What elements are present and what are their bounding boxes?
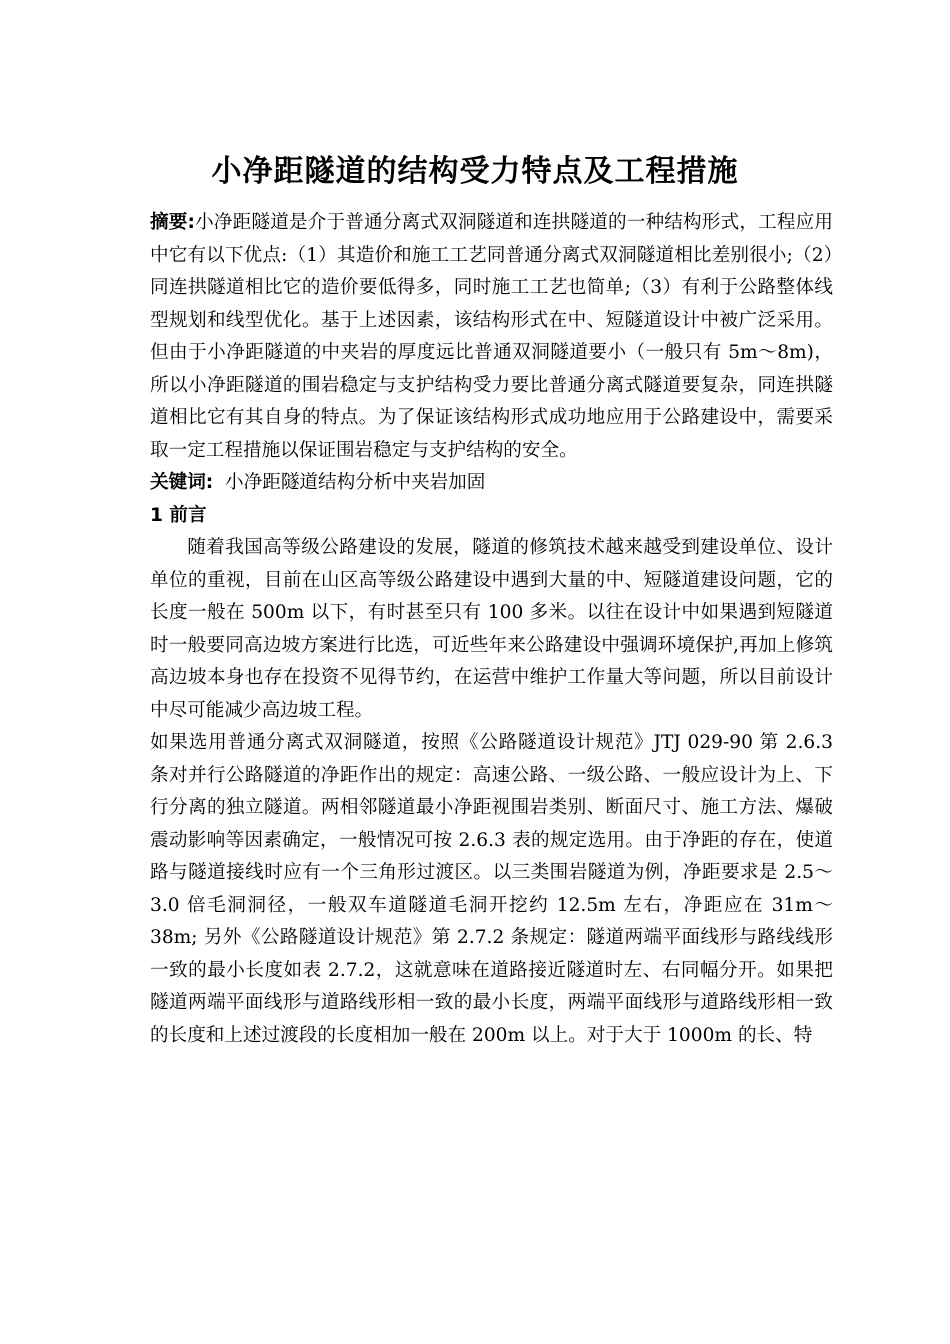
keywords-paragraph	[150, 467, 833, 500]
document-body	[150, 207, 833, 1052]
document-title: 小净距隧道的结构受力特点及工程措施	[211, 154, 739, 189]
section-heading: 1 前言	[150, 504, 207, 526]
keywords-text: 小净距隧道结构分析中夹岩加固	[225, 472, 486, 493]
intro-paragraph-1: 随着我国高等级公路建设的发展，隧道的修筑技术越来越受到建设单位、设计单位的重视，目前在山区高等级公路建设中遇到大量的中、短隧道建设问题，它的长度一般在 500m 以下，有时甚至只有 100 多米。以往在设计中如果遇到短隧道时一般要同高边坡方案进行比选，可近些年来公路建设中强调环境保护,再加上修筑高边坡本身也存在投资不见得节约，在运营中维护工作量大等问题，所以目前设计中尽可能减少高边坡工程。	[150, 537, 833, 721]
abstract-text: 小净距隧道是介于普通分离式双洞隧道和连拱隧道的一种结构形式，工程应用中它有以下优点:（1）其造价和施工工艺同普通分离式双洞隧道相比差别很小;（2）同连拱隧道相比它的造价要低得多，同时施工工艺也简单;（3）有利于公路整体线型规划和线型优化。基于上述因素，该结构形式在中、短隧道设计中被广泛采用。但由于小净距隧道的中夹岩的厚度远比普通双洞隧道要小（一般只有 5m～8m)，所以小净距隧道的围岩稳定与支护结构受力要比普通分离式隧道要复杂，同连拱隧道相比它有其自身的特点。为了保证该结构形式成功地应用于公路建设中，需要采取一定工程措施以保证围岩稳定与支护结构的安全。	[150, 212, 833, 461]
abstract-paragraph	[150, 207, 833, 467]
intro-paragraph-2: 如果选用普通分离式双洞隧道，按照《公路隧道设计规范》JTJ 029-90 第 2.6.3 条对并行公路隧道的净距作出的规定：高速公路、一级公路、一般应设计为上、下行分离的独立隧道。两相邻隧道最小净距视围岩类别、断面尺寸、施工方法、爆破震动影响等因素确定，一般情况可按 2.6.3 表的规定选用。由于净距的存在，使道路与隧道接线时应有一个三角形过渡区。以三类围岩隧道为例，净距要求是 2.5～3.0 倍毛洞洞径，一般双车道隧道毛洞开挖约 12.5m 左右，净距应在 31m～38m; 另外《公路隧道设计规范》第 2.7.2 条规定：隧道两端平面线形与路线线形一致的最小长度如表 2.7.2，这就意味在道路接近隧道时左、右同幅分开。如果把隧道两端平面线形与道路线形相一致的最小长度，两端平面线形与道路线形相一致的长度和上述过渡段的长度相加一般在 200m 以上。对于大于 1000m 的长、特	[150, 732, 833, 1046]
abstract-label: 摘要:	[150, 212, 195, 233]
keywords-label: 关键词:	[150, 472, 214, 493]
